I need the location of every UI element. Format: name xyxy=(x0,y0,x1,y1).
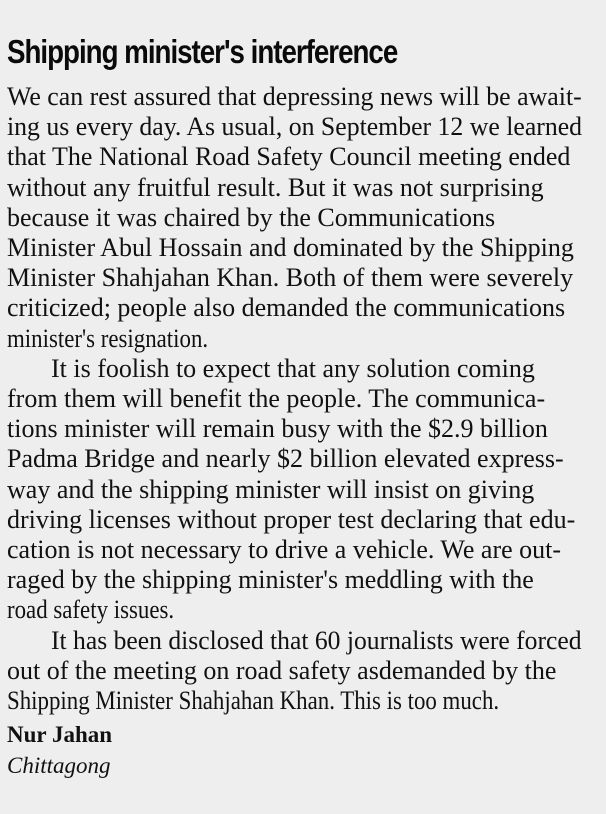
body-line: Padma Bridge and nearly $2 billion elevated express- xyxy=(7,444,564,474)
body-line: road safety issues. xyxy=(7,595,175,625)
author-city: Chittagong xyxy=(7,753,111,778)
body-line: It is foolish to expect that any solution coming xyxy=(51,353,535,383)
body-line: raged by the shipping minister's meddling with the xyxy=(7,565,534,595)
body-line: It has been disclosed that 60 journalists were forced xyxy=(51,625,582,655)
author-name: Nur Jahan xyxy=(7,722,113,747)
body-line: driving licenses without proper test declaring that edu- xyxy=(7,504,576,534)
body-line: tions minister will remain busy with the $2.9 billion xyxy=(7,414,548,444)
body-line: ing us every day. As usual, on September 12 we learned xyxy=(7,112,583,142)
body-line: that The National Road Safety Council meeting ended xyxy=(7,142,571,172)
body-line: We can rest assured that depressing news will be await- xyxy=(7,82,582,111)
body-line: out of the meeting on road safety asdemanded by the xyxy=(7,655,557,685)
letter-headline: Shipping minister's interference xyxy=(7,33,398,70)
body-line: because it was chaired by the Communications xyxy=(7,202,496,232)
body-line: minister's resignation. xyxy=(7,323,209,353)
body-line: Shipping Minister Shahjahan Khan. This is too much. xyxy=(7,686,500,715)
body-line: way and the shipping minister will insist on giving xyxy=(7,474,535,504)
body-line: criticized; people also demanded the communications xyxy=(7,293,566,323)
body-line: Minister Abul Hossain and dominated by the Shipping xyxy=(7,233,574,262)
body-line: Minister Shahjahan Khan. Both of them were severely xyxy=(7,263,574,293)
body-line: without any fruitful result. But it was not surprising xyxy=(7,172,544,202)
body-line: from them will benefit the people. The communica- xyxy=(7,384,546,413)
body-line: cation is not necessary to drive a vehicle. We are out- xyxy=(7,535,562,564)
